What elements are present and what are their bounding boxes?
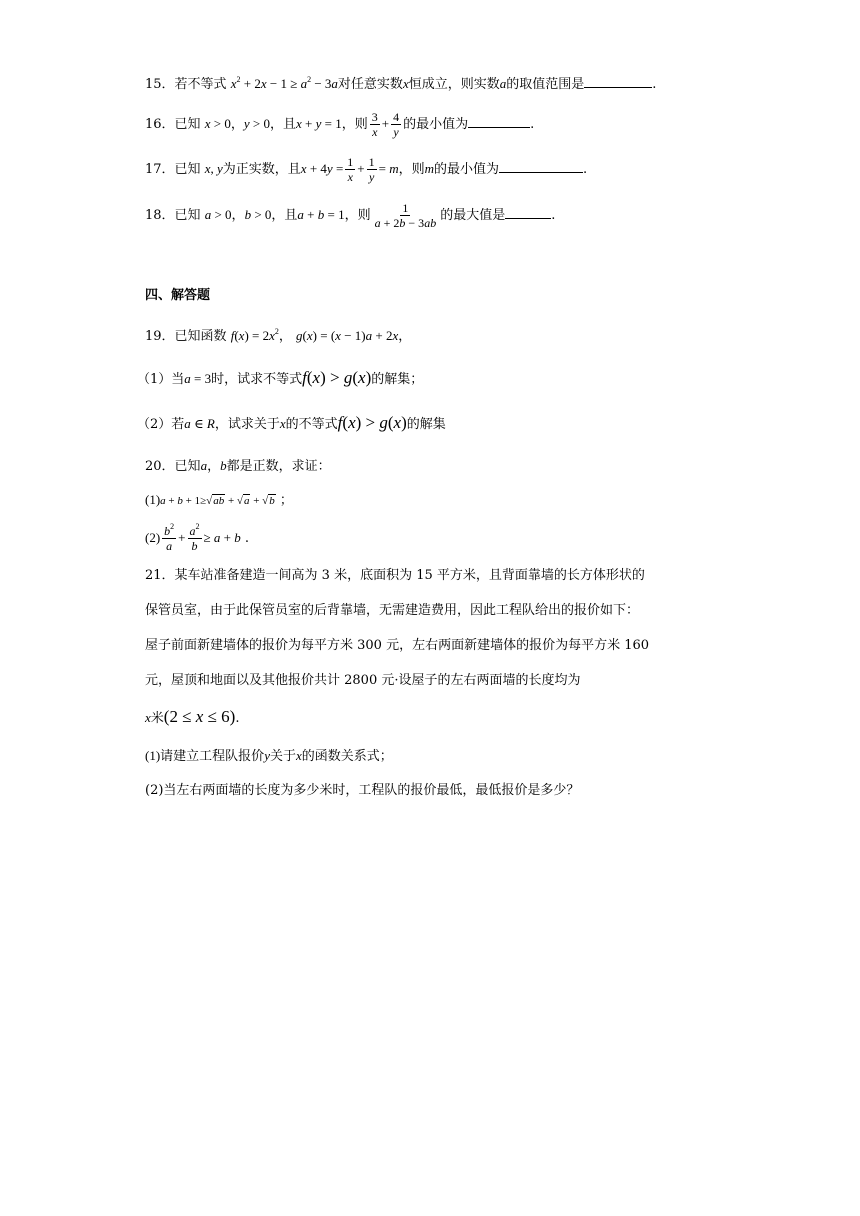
answer-blank[interactable]	[468, 115, 530, 128]
question-19-part-2: （2）若a ∈ R，试求关于x的不等式f(x) > g(x)的解集	[137, 413, 446, 432]
question-19-part-1: （1）当a = 3时，试求不等式f(x) > g(x)的解集；	[137, 368, 424, 387]
question-number: 18．	[145, 208, 175, 223]
question-20: 20．已知a，b都是正数，求证：	[145, 458, 331, 474]
section-title: 四、解答题	[145, 288, 211, 303]
question-21-part-2: (2)当左右两面墙的长度为多少米时，工程队的报价最低，最低报价是多少？	[145, 783, 580, 798]
paragraph-line: 屋子前面新建墙体的报价为每平方米 300 元，左右两面新建墙体的报价为每平方米 160	[145, 638, 650, 653]
question-17: 17．已知 x, y为正实数，且x + 4y = $\frac{1}{x}$ + $\frac{1}{y}$ = m，则m的最小值为 .	[145, 155, 588, 184]
question-number: 17．	[145, 162, 175, 177]
paragraph-line: 保管员室，由于此保管员室的后背靠墙，无需建造费用，因此工程队给出的报价如下：	[145, 603, 640, 618]
paragraph-line: 元，屋顶和地面以及其他报价共计 2800 元·设屋子的左右两面墙的长度均为	[145, 673, 581, 688]
question-20-part-2: (2) $\frac{b^2}{a}$ + $\frac{a^2}{b}$ ≥ a + b .	[145, 522, 250, 553]
question-19: 19．已知函数 $f(x) = 2x^2$， g(x) = (x − 1)a + 2x，	[145, 327, 412, 344]
question-number: 21．	[145, 568, 175, 583]
question-number: 19．	[145, 329, 175, 344]
question-16: 16．已知 x > 0，y > 0，且x + y = 1，则 $\frac{3}{x}$ + $\frac{4}{y}$ 的最小值为 .	[145, 110, 535, 139]
question-18: 18．已知 a > 0，b > 0，且a + b = 1，则 $\frac{1}{a + 2b - 3ab}$ 的最大值是 .	[145, 201, 556, 230]
paragraph-line: x米(2 ≤ x ≤ 6).	[145, 707, 240, 726]
question-number: 16．	[145, 117, 175, 132]
question-15: 15．若不等式 $x^2 + 2x - 1 \ge a^2 - 3a$对任意实数x恒成立，则实数a的取值范围是 .	[145, 75, 657, 92]
question-number: 15．	[145, 77, 175, 92]
answer-blank[interactable]	[505, 206, 551, 219]
answer-blank[interactable]	[584, 75, 652, 88]
answer-blank[interactable]	[499, 160, 583, 173]
question-21: 21．某车站准备建造一间高为 3 米，底面积为 15 平方米，且背面靠墙的长方体形状的	[145, 568, 645, 583]
question-21-part-1: (1)请建立工程队报价y关于x的函数关系式；	[145, 748, 393, 764]
question-20-part-1: (1)a + b + 1≥√ab + √a + √b ；	[145, 492, 293, 508]
question-number: 20．	[145, 459, 175, 474]
